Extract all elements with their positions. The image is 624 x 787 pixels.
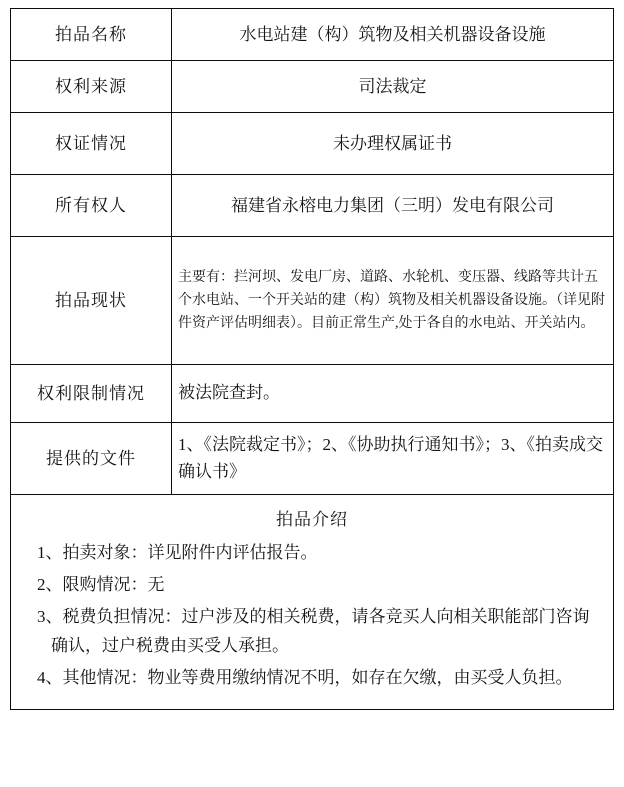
row-label-documents: 提供的文件 — [11, 423, 172, 495]
introduction-item-object: 1、拍卖对象：详见附件内评估报告。 — [37, 543, 318, 562]
row-value-owner: 福建省永榕电力集团（三明）发电有限公司 — [172, 175, 614, 237]
row-value-condition: 主要有：拦河坝、发电厂房、道路、水轮机、变压器、线路等共计五个水电站、一个开关站的建（构）筑物及相关机器设备设施。（详见附件资产评估明细表）。目前正常生产,处于各自的水电站、开关站内。 — [172, 237, 614, 365]
table-row — [11, 237, 614, 365]
introduction-item-purchase-limit: 2、限购情况：无 — [37, 574, 165, 594]
row-label-name: 拍品名称 — [11, 9, 172, 61]
row-label-restriction: 权利限制情况 — [11, 365, 172, 423]
table-row — [11, 61, 614, 113]
row-value-source: 司法裁定 — [172, 61, 614, 113]
table-row — [11, 365, 614, 423]
row-label-condition: 拍品现状 — [11, 237, 172, 365]
row-value-restriction: 被法院查封。 — [172, 365, 614, 423]
row-label-owner: 所有权人 — [11, 175, 172, 237]
auction-introduction-section — [10, 495, 614, 710]
introduction-item-other: 4、其他情况：物业等费用缴纳情况不明，如存在欠缴，由买受人负担。 — [37, 668, 573, 687]
row-value-documents: 1、《法院裁定书》；2、《协助执行通知书》；3、《拍卖成交确认书》 — [172, 423, 614, 495]
introduction-item-tax: 3、税费负担情况：过户涉及的相关税费，请各竞买人向相关职能部门咨询确认，过户税费由买受人承担。 — [37, 606, 590, 656]
table-row — [11, 423, 614, 495]
row-value-name: 水电站建（构）筑物及相关机器设备设施 — [172, 9, 614, 61]
table-row — [11, 175, 614, 237]
introduction-title: 拍品介绍 — [276, 510, 348, 529]
table-row — [11, 113, 614, 175]
table-row — [11, 9, 614, 61]
row-label-source: 权利来源 — [11, 61, 172, 113]
row-value-certificate: 未办理权属证书 — [172, 113, 614, 175]
auction-details-table — [10, 8, 614, 495]
row-label-certificate: 权证情况 — [11, 113, 172, 175]
table-body — [11, 9, 614, 495]
